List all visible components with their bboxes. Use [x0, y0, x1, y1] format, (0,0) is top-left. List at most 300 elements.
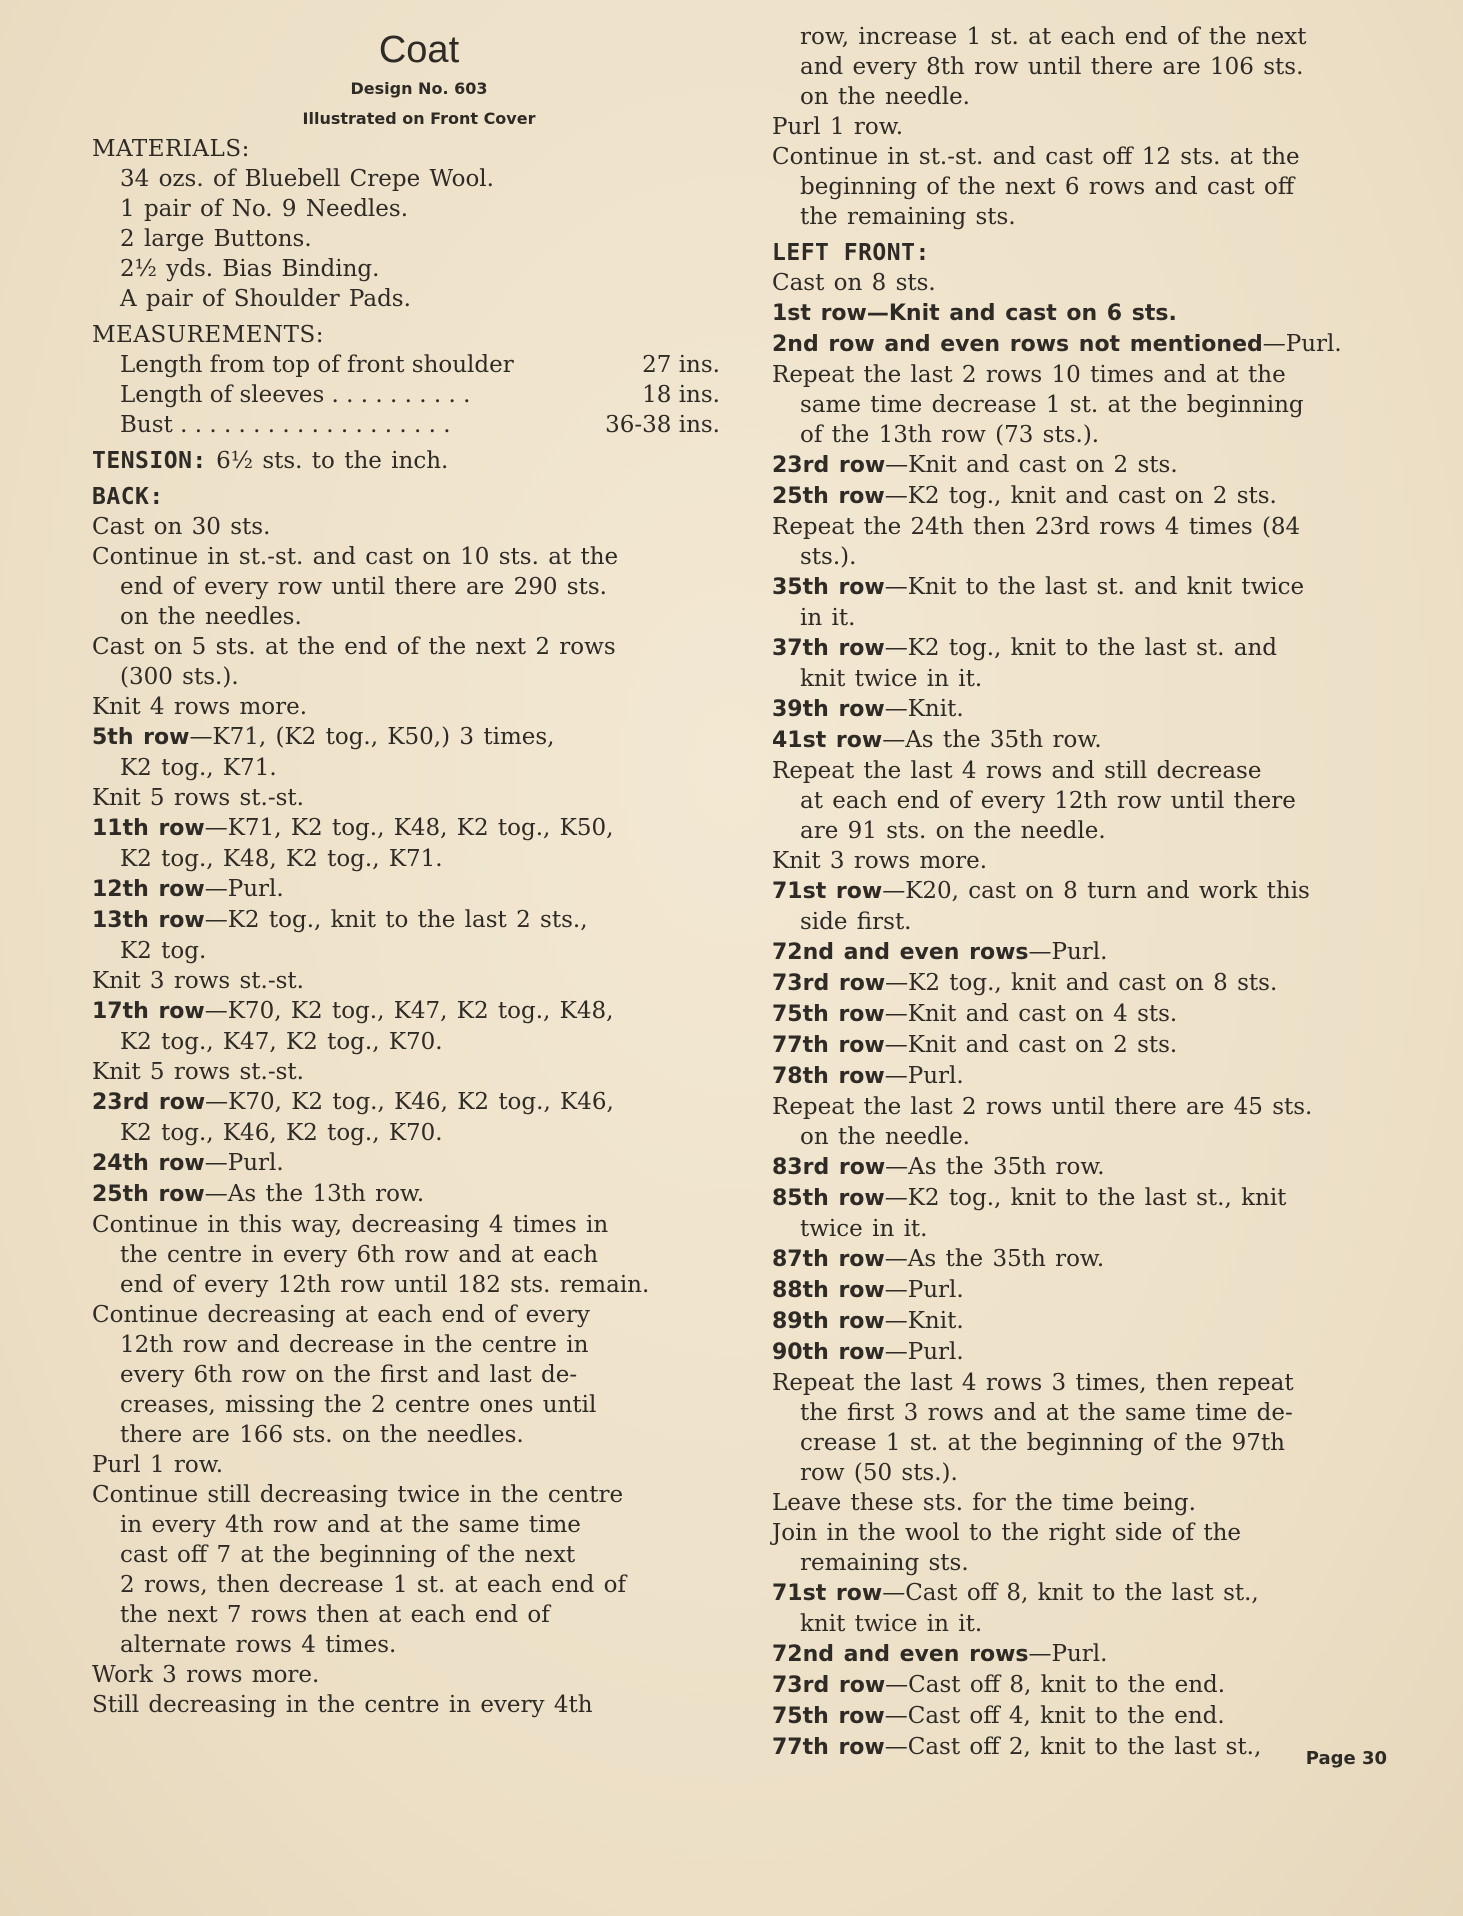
instruction-text: row, increase 1 st. at each end of the next	[800, 24, 1307, 50]
instruction-paragraph	[772, 1061, 1392, 1092]
instruction-line	[772, 876, 1392, 907]
instruction-text: K2 tog., K48, K2 tog., K71.	[120, 846, 443, 872]
row-label: 87th row	[772, 1247, 885, 1272]
tension-line	[92, 446, 722, 476]
instruction-line	[92, 692, 722, 722]
instruction-text: —Purl.	[1028, 1641, 1108, 1667]
instruction-paragraph	[92, 722, 722, 783]
instruction-line	[772, 664, 1392, 694]
instruction-text: end of every row until there are 290 sts.	[120, 574, 607, 600]
instruction-paragraph	[772, 1732, 1392, 1763]
instruction-line	[92, 1420, 722, 1450]
instruction-text: Knit 4 rows more.	[92, 694, 308, 720]
instruction-paragraph	[772, 694, 1392, 725]
instruction-line	[92, 905, 722, 936]
instruction-text: Work 3 rows more.	[92, 1662, 320, 1688]
instruction-line	[772, 725, 1392, 756]
instruction-text: —Cast off 8, knit to the end.	[885, 1672, 1226, 1698]
instruction-line	[772, 786, 1392, 816]
instruction-line	[92, 874, 722, 905]
measurement-label: Bust . . . . . . . . . . . . . . . . . . .	[120, 412, 451, 438]
row-label: 88th row	[772, 1278, 885, 1303]
row-label: 41st row	[772, 728, 883, 753]
row-label: 72nd and even rows	[772, 1642, 1029, 1667]
instruction-paragraph	[772, 1670, 1392, 1701]
row-label: 2nd row and even rows not mentioned	[772, 332, 1263, 357]
instruction-text: there are 166 sts. on the needles.	[120, 1422, 524, 1448]
instruction-line	[772, 816, 1392, 846]
instruction-line	[92, 1057, 722, 1087]
instruction-paragraph	[772, 968, 1392, 999]
row-label: 85th row	[772, 1186, 885, 1211]
row-label: 90th row	[772, 1340, 885, 1365]
instruction-text: —K2 tog., knit to the last st. and	[884, 635, 1278, 661]
instruction-text: every 6th row on the first and last de-	[120, 1362, 578, 1388]
instruction-text: same time decrease 1 st. at the beginning	[800, 392, 1304, 418]
instruction-line	[92, 542, 722, 572]
instruction-paragraph	[772, 1701, 1392, 1732]
instruction-paragraph	[92, 542, 722, 632]
instruction-text: K2 tog., K46, K2 tog., K70.	[120, 1120, 443, 1146]
instruction-text: —K2 tog., knit to the last 2 sts.,	[204, 907, 588, 933]
instruction-paragraph	[772, 1518, 1392, 1578]
instruction-paragraph	[92, 1300, 722, 1450]
row-label: 78th row	[772, 1064, 885, 1089]
instruction-line	[772, 481, 1392, 512]
instruction-text: the next 7 rows then at each end of	[120, 1602, 550, 1628]
instruction-text: K2 tog., K71.	[120, 755, 277, 781]
instruction-line	[772, 1701, 1392, 1732]
instruction-line	[772, 1428, 1392, 1458]
instruction-line	[772, 1670, 1392, 1701]
instruction-line	[92, 1360, 722, 1390]
instruction-text: in it.	[800, 605, 856, 631]
measurement-label: Length of sleeves . . . . . . . . . .	[120, 382, 471, 408]
instruction-text: remaining sts.	[800, 1550, 969, 1576]
instruction-text: in every 4th row and at the same time	[120, 1512, 581, 1538]
instruction-paragraph	[92, 996, 722, 1057]
instruction-text: (300 sts.).	[120, 664, 239, 690]
material-item: A pair of Shoulder Pads.	[120, 286, 411, 312]
back-continued	[772, 22, 1392, 232]
instruction-paragraph	[92, 874, 722, 905]
instruction-line	[92, 1510, 722, 1540]
instruction-text: —K20, cast on 8 turn and work this	[882, 878, 1310, 904]
instruction-text: creases, missing the 2 centre ones until	[120, 1392, 597, 1418]
row-label: 23rd row	[772, 453, 886, 478]
instruction-text: —Purl.	[1028, 939, 1108, 965]
instruction-text: —K71, K2 tog., K48, K2 tog., K50,	[204, 815, 614, 841]
instruction-text: —As the 13th row.	[204, 1181, 425, 1207]
instruction-paragraph	[772, 1183, 1392, 1244]
row-label: 71st row	[772, 1581, 883, 1606]
instruction-paragraph	[772, 1244, 1392, 1275]
instruction-text: —Knit.	[884, 1308, 964, 1334]
instruction-paragraph	[772, 298, 1392, 329]
instruction-paragraph	[772, 1368, 1392, 1488]
row-label: 73rd row	[772, 971, 886, 996]
instruction-text: —As the 35th row.	[885, 1154, 1105, 1180]
instruction-line	[92, 1540, 722, 1570]
instruction-line	[92, 1570, 722, 1600]
instruction-line	[92, 996, 722, 1027]
instruction-line	[92, 1660, 722, 1690]
page-title: Coat	[378, 29, 460, 71]
instruction-text: Cast on 5 sts. at the end of the next 2 rows	[92, 634, 616, 660]
instruction-text: Repeat the last 2 rows until there are 45 sts.	[772, 1094, 1313, 1120]
instruction-text: K2 tog., K47, K2 tog., K70.	[120, 1029, 443, 1055]
back-instructions	[92, 512, 722, 1720]
instruction-paragraph	[92, 632, 722, 692]
instruction-line	[92, 512, 722, 542]
instruction-line	[772, 420, 1392, 450]
left-front-heading: LEFT FRONT:	[772, 240, 930, 266]
measurement-label: Length from top of front shoulder	[120, 352, 514, 378]
instruction-text: the centre in every 6th row and at each	[120, 1242, 599, 1268]
instruction-paragraph	[92, 1148, 722, 1179]
instruction-line	[92, 783, 722, 813]
instruction-line	[92, 1087, 722, 1118]
instruction-paragraph	[92, 966, 722, 996]
instruction-text: Cast on 8 sts.	[772, 270, 936, 296]
instruction-text: of the 13th row (73 sts.).	[800, 422, 1100, 448]
instruction-line	[92, 1600, 722, 1630]
instruction-paragraph	[92, 1660, 722, 1690]
instruction-paragraph	[92, 1450, 722, 1480]
instruction-line	[772, 172, 1392, 202]
row-label: 72nd and even rows	[772, 940, 1029, 965]
measurement-value: 27 ins.	[642, 352, 720, 378]
instruction-line	[772, 603, 1392, 633]
instruction-text: end of every 12th row until 182 sts. remain.	[120, 1272, 650, 1298]
instruction-paragraph	[772, 572, 1392, 633]
instruction-text: Cast on 30 sts.	[92, 514, 271, 540]
instruction-paragraph	[772, 937, 1392, 968]
instruction-text: at each end of every 12th row until there	[800, 788, 1296, 814]
instruction-line	[772, 22, 1392, 52]
instruction-line	[92, 632, 722, 662]
instruction-line	[92, 936, 722, 966]
page-number: Page 30	[1305, 1748, 1387, 1769]
measurement-row	[92, 350, 720, 380]
instruction-text: and every 8th row until there are 106 sts.	[800, 54, 1304, 80]
instruction-line	[772, 1061, 1392, 1092]
instruction-line	[92, 1630, 722, 1660]
instruction-text: row (50 sts.).	[800, 1460, 958, 1486]
instruction-line	[772, 1030, 1392, 1061]
tension-text: 6½ sts. to the inch.	[216, 448, 449, 474]
instruction-line	[772, 1639, 1392, 1670]
instruction-text: knit twice in it.	[800, 1611, 983, 1637]
instruction-paragraph	[772, 1092, 1392, 1152]
instruction-line	[772, 694, 1392, 725]
instruction-text: the first 3 rows and at the same time de-	[800, 1400, 1293, 1426]
instruction-line	[92, 844, 722, 874]
instruction-line	[772, 1732, 1392, 1763]
row-label: 1st row—Knit and cast on 6 sts.	[772, 301, 1177, 326]
material-item: 34 ozs. of Bluebell Crepe Wool.	[120, 166, 494, 192]
instruction-text: —As the 35th row.	[882, 727, 1102, 753]
instruction-text: —K2 tog., knit and cast on 2 sts.	[884, 483, 1277, 509]
row-label: 39th row	[772, 697, 885, 722]
instruction-line	[772, 572, 1392, 603]
instruction-text: twice in it.	[800, 1216, 928, 1242]
instruction-text: Knit 5 rows st.-st.	[92, 1059, 304, 1085]
instruction-paragraph	[772, 1639, 1392, 1670]
materials-heading: MATERIALS:	[92, 136, 250, 162]
instruction-line	[92, 966, 722, 996]
left-front-instructions	[772, 268, 1392, 1763]
measurement-value: 36-38 ins.	[605, 412, 720, 438]
material-item: 2½ yds. Bias Binding.	[120, 256, 380, 282]
instruction-line	[92, 662, 722, 692]
back-heading: BACK:	[92, 484, 164, 510]
instruction-line	[772, 1152, 1392, 1183]
instruction-text: —Cast off 2, knit to the last st.,	[884, 1734, 1262, 1760]
instruction-paragraph	[772, 512, 1392, 572]
instruction-line	[92, 1300, 722, 1330]
row-label: 11th row	[92, 816, 205, 841]
instruction-paragraph	[772, 1337, 1392, 1368]
instruction-paragraph	[772, 22, 1392, 112]
instruction-line	[772, 1398, 1392, 1428]
instruction-text: on the needle.	[800, 1124, 970, 1150]
instruction-paragraph	[92, 1057, 722, 1087]
instruction-line	[772, 1368, 1392, 1398]
row-label: 77th row	[772, 1033, 885, 1058]
row-label: 83rd row	[772, 1155, 886, 1180]
instruction-line	[772, 52, 1392, 82]
instruction-line	[92, 572, 722, 602]
instruction-line	[92, 1450, 722, 1480]
instruction-paragraph	[772, 876, 1392, 937]
instruction-text: Still decreasing in the centre in every 4th	[92, 1692, 593, 1718]
measurement-row	[92, 380, 720, 410]
instruction-text: Purl 1 row.	[772, 114, 904, 140]
instruction-text: sts.).	[800, 544, 857, 570]
instruction-paragraph	[772, 756, 1392, 846]
instruction-text: Knit 5 rows st.-st.	[92, 785, 304, 811]
instruction-text: —K2 tog., knit to the last st., knit	[884, 1185, 1287, 1211]
instruction-line	[772, 360, 1392, 390]
row-label: 25th row	[92, 1182, 205, 1207]
measurements-list	[92, 350, 722, 440]
instruction-paragraph	[772, 1275, 1392, 1306]
instruction-line	[92, 602, 722, 632]
instruction-line	[772, 298, 1392, 329]
instruction-text: beginning of the next 6 rows and cast off	[800, 174, 1295, 200]
instruction-text: on the needle.	[800, 84, 970, 110]
instruction-line	[92, 1118, 722, 1148]
instruction-text: Repeat the last 4 rows and still decrease	[772, 758, 1262, 784]
row-label: 25th row	[772, 484, 885, 509]
instruction-line	[92, 1027, 722, 1057]
tension-label: TENSION:	[92, 448, 207, 474]
instruction-line	[772, 1458, 1392, 1488]
instruction-line	[92, 1270, 722, 1300]
instruction-text: —As the 35th row.	[884, 1246, 1105, 1272]
instruction-text: —Knit to the last st. and knit twice	[884, 574, 1305, 600]
instruction-text: —K2 tog., knit and cast on 8 sts.	[885, 970, 1278, 996]
instruction-paragraph	[92, 783, 722, 813]
instruction-line	[772, 846, 1392, 876]
instruction-text: —K70, K2 tog., K46, K2 tog., K46,	[205, 1089, 614, 1115]
instruction-paragraph	[772, 846, 1392, 876]
instruction-paragraph	[92, 813, 722, 874]
instruction-paragraph	[772, 633, 1392, 694]
instruction-text: —Knit and cast on 4 sts.	[884, 1001, 1178, 1027]
instruction-line	[92, 722, 722, 753]
row-label: 89th row	[772, 1309, 885, 1334]
instruction-paragraph	[92, 1087, 722, 1148]
instruction-text: —Knit.	[884, 696, 964, 722]
instruction-text: alternate rows 4 times.	[120, 1632, 397, 1658]
row-label: 77th row	[772, 1735, 885, 1760]
row-label: 23rd row	[92, 1090, 206, 1115]
instruction-line	[772, 1337, 1392, 1368]
row-label: 35th row	[772, 575, 885, 600]
instruction-paragraph	[92, 905, 722, 966]
instruction-text: 12th row and decrease in the centre in	[120, 1332, 589, 1358]
material-item: 2 large Buttons.	[120, 226, 312, 252]
instruction-text: Continue in st.-st. and cast on 10 sts. at the	[92, 544, 619, 570]
instruction-text: 2 rows, then decrease 1 st. at each end of	[120, 1572, 626, 1598]
instruction-line	[92, 1148, 722, 1179]
instruction-line	[92, 1240, 722, 1270]
instruction-paragraph	[772, 1578, 1392, 1639]
instruction-line	[772, 512, 1392, 542]
row-label: 13th row	[92, 908, 205, 933]
instruction-line	[772, 1214, 1392, 1244]
instruction-paragraph	[92, 1480, 722, 1660]
instruction-paragraph	[92, 1210, 722, 1300]
instruction-line	[772, 1092, 1392, 1122]
instruction-line	[772, 999, 1392, 1030]
instruction-paragraph	[92, 512, 722, 542]
row-label: 37th row	[772, 636, 885, 661]
instruction-line	[772, 542, 1392, 572]
instruction-line	[772, 1488, 1392, 1518]
instruction-line	[772, 1244, 1392, 1275]
row-label: 24th row	[92, 1151, 205, 1176]
instruction-paragraph	[772, 1152, 1392, 1183]
instruction-line	[92, 1210, 722, 1240]
instruction-line	[772, 1548, 1392, 1578]
instruction-text: —Purl.	[884, 1277, 964, 1303]
instruction-text: Repeat the last 2 rows 10 times and at the	[772, 362, 1286, 388]
instruction-line	[772, 450, 1392, 481]
instruction-paragraph	[772, 329, 1392, 360]
row-label: 73rd row	[772, 1673, 886, 1698]
instruction-line	[92, 753, 722, 783]
instruction-paragraph	[772, 1306, 1392, 1337]
instruction-paragraph	[92, 1179, 722, 1210]
instruction-line	[772, 329, 1392, 360]
instruction-text: —Purl.	[1262, 331, 1342, 357]
instruction-text: —Knit and cast on 2 sts.	[884, 1032, 1178, 1058]
instruction-line	[772, 633, 1392, 664]
instruction-text: Continue decreasing at each end of every	[92, 1302, 590, 1328]
instruction-paragraph	[772, 999, 1392, 1030]
instruction-line	[772, 82, 1392, 112]
instruction-line	[772, 202, 1392, 232]
instruction-line	[92, 1690, 722, 1720]
instruction-text: Continue still decreasing twice in the centre	[92, 1482, 624, 1508]
instruction-line	[772, 1122, 1392, 1152]
instruction-line	[92, 1390, 722, 1420]
instruction-line	[772, 907, 1392, 937]
instruction-text: Continue in st.-st. and cast off 12 sts. at the	[772, 144, 1300, 170]
instruction-line	[92, 1330, 722, 1360]
row-label: 71st row	[772, 879, 883, 904]
materials-list	[92, 164, 722, 314]
row-label: 75th row	[772, 1704, 885, 1729]
instruction-line	[92, 1179, 722, 1210]
instruction-text: Continue in this way, decreasing 4 times in	[92, 1212, 609, 1238]
instruction-line	[772, 937, 1392, 968]
instruction-line	[772, 112, 1392, 142]
instruction-text: knit twice in it.	[800, 666, 983, 692]
instruction-text: —Knit and cast on 2 sts.	[885, 452, 1178, 478]
row-label: 17th row	[92, 999, 205, 1024]
instruction-text: Join in the wool to the right side of the	[772, 1520, 1242, 1546]
measurement-value: 18 ins.	[642, 382, 720, 408]
instruction-paragraph	[92, 692, 722, 722]
instruction-line	[92, 1480, 722, 1510]
instruction-text: —K70, K2 tog., K47, K2 tog., K48,	[204, 998, 614, 1024]
instruction-paragraph	[92, 1690, 722, 1720]
left-column	[92, 0, 722, 1720]
instruction-text: Purl 1 row.	[92, 1452, 224, 1478]
instruction-line	[772, 1306, 1392, 1337]
instruction-paragraph	[772, 112, 1392, 142]
instruction-text: Repeat the last 4 rows 3 times, then repeat	[772, 1370, 1294, 1396]
instruction-line	[772, 268, 1392, 298]
illustrated-note: Illustrated on Front Cover	[302, 109, 536, 128]
instruction-text: are 91 sts. on the needle.	[800, 818, 1106, 844]
instruction-text: on the needles.	[120, 604, 302, 630]
row-label: 5th row	[92, 725, 190, 750]
instruction-paragraph	[772, 142, 1392, 232]
instruction-text: —Purl.	[884, 1339, 964, 1365]
instruction-paragraph	[772, 268, 1392, 298]
instruction-line	[772, 142, 1392, 172]
instruction-paragraph	[772, 360, 1392, 450]
instruction-text: K2 tog.	[120, 938, 207, 964]
instruction-text: —Purl.	[204, 876, 284, 902]
instruction-text: Knit 3 rows st.-st.	[92, 968, 304, 994]
instruction-text: —Cast off 4, knit to the end.	[884, 1703, 1225, 1729]
instruction-text: Knit 3 rows more.	[772, 848, 988, 874]
right-column	[772, 0, 1392, 1763]
instruction-text: Repeat the 24th then 23rd rows 4 times (84	[772, 514, 1301, 540]
instruction-line	[772, 1518, 1392, 1548]
instruction-paragraph	[772, 1030, 1392, 1061]
instruction-line	[772, 1275, 1392, 1306]
instruction-paragraph	[772, 1488, 1392, 1518]
instruction-line	[772, 390, 1392, 420]
material-item: 1 pair of No. 9 Needles.	[120, 196, 408, 222]
measurements-heading: MEASUREMENTS:	[92, 322, 325, 348]
design-number: Design No. 603	[350, 79, 488, 98]
instruction-text: —K71, (K2 tog., K50,) 3 times,	[189, 724, 555, 750]
instruction-text: cast off 7 at the beginning of the next	[120, 1542, 576, 1568]
instruction-paragraph	[772, 450, 1392, 481]
instruction-text: Leave these sts. for the time being.	[772, 1490, 1196, 1516]
instruction-text: —Purl.	[204, 1150, 284, 1176]
instruction-line	[772, 1609, 1392, 1639]
measurement-row	[92, 410, 720, 440]
